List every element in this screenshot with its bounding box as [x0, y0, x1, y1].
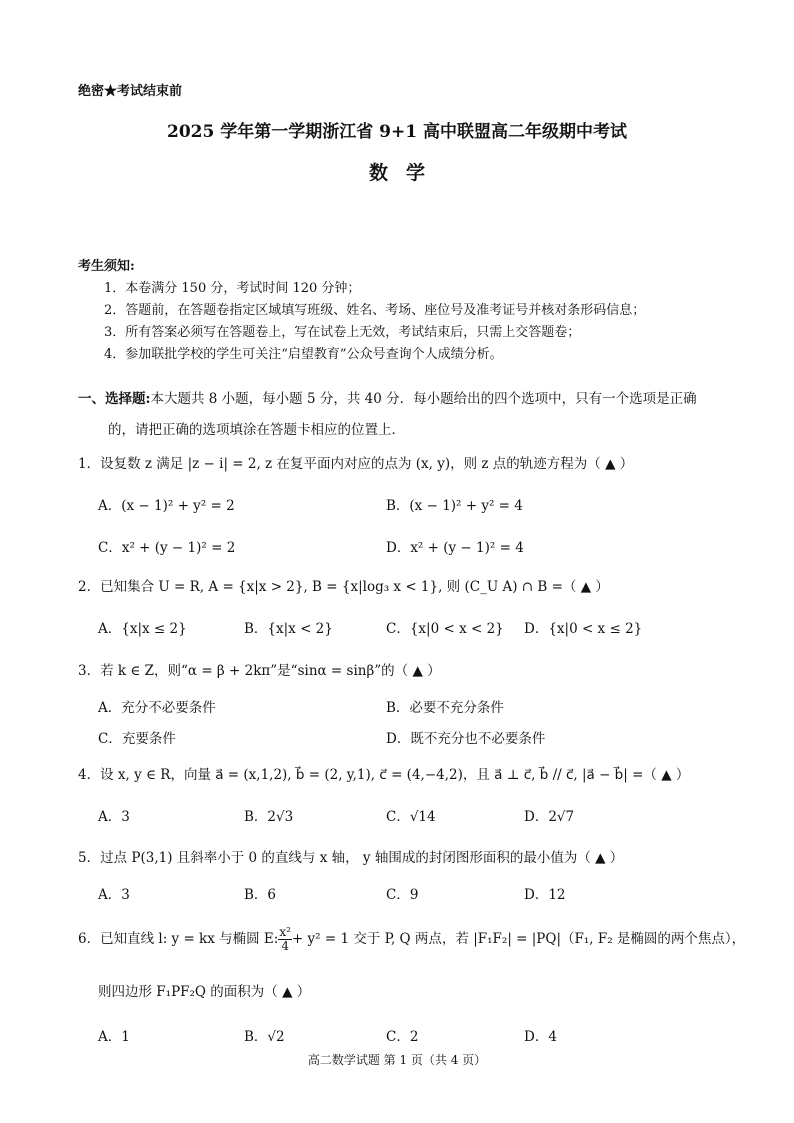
section-label: 一、选择题:: [78, 391, 151, 407]
question-4-stem: 4．设 x, y ∈ R，向量 a⃗ = (x,1,2), b⃗ = (2, y,1), c⃗ = (4,−4,2)，且 a⃗ ⊥ c⃗, b⃗ // c⃗, |a⃗ − b⃗| =（ ▲ ）: [78, 767, 690, 783]
q4-option-d: D．2√7: [524, 809, 575, 825]
notice-heading: 考生须知:: [78, 259, 135, 274]
q3-option-b: B．必要不充分条件: [386, 700, 504, 716]
q4-option-c: C．√14: [386, 809, 436, 825]
q3-option-c: C．充要条件: [98, 731, 176, 747]
q5-option-a: A．3: [98, 887, 130, 903]
notice-item: 2．答题前，在答题卷指定区域填写班级、姓名、考场、座位号及准考证号并核对条形码信息；: [104, 303, 646, 318]
q1-option-a: A．(x − 1)² + y² = 2: [98, 498, 235, 514]
notice-item: 3．所有答案必须写在答题卷上，写在试卷上无效，考试结束后，只需上交答题卷；: [104, 325, 581, 340]
q1-option-b: B．(x − 1)² + y² = 4: [386, 498, 523, 514]
fraction: [278, 926, 292, 953]
q6-stem-part2: + y² = 1 交于 P, Q 两点，若 |F₁F₂| = |PQ|（F₁, F₂ 是椭圆的两个焦点），: [291, 931, 746, 947]
section-instructions-cont: 的，请把正确的选项填涂在答题卡相应的位置上．: [108, 422, 405, 438]
question-6-stem: [78, 926, 745, 953]
q5-option-b: B．6: [244, 887, 277, 903]
q6-stem-part1: 6．已知直线 l: y = kx 与椭圆 E:: [78, 931, 279, 947]
q2-option-b: B．{x|x < 2}: [244, 621, 333, 637]
q2-option-c: C．{x|0 < x < 2}: [386, 621, 504, 637]
fraction-denominator: 4: [281, 939, 289, 953]
q6-option-c: C．2: [386, 1029, 419, 1045]
question-6-stem-cont: 则四边形 F₁PF₂Q 的面积为（ ▲ ）: [98, 984, 311, 1000]
q6-option-b: B．√2: [244, 1029, 285, 1045]
question-5-stem: 5．过点 P(3,1) 且斜率小于 0 的直线与 x 轴， y 轴围成的封闭图形面积的最小值为（ ▲ ）: [78, 850, 624, 866]
question-2-stem: 2．已知集合 U = R, A = {x|x > 2}, B = {x|log₃ x < 1}, 则 (C_U A) ∩ B =（ ▲ ）: [78, 579, 609, 595]
q2-option-a: A．{x|x ≤ 2}: [98, 621, 187, 637]
q3-option-d: D．既不充分也不必要条件: [386, 731, 546, 747]
question-1-stem: 1．设复数 z 满足 |z − i| = 2, z 在复平面内对应的点为 (x, y)，则 z 点的轨迹方程为（ ▲ ）: [78, 456, 634, 472]
q1-option-c: C．x² + (y − 1)² = 2: [98, 540, 236, 556]
q5-option-c: C．9: [386, 887, 419, 903]
question-3-stem: 3．若 k ∈ Z，则“α = β + 2kπ”是“sinα = sinβ”的（ ▲ ）: [78, 663, 441, 679]
fraction-numerator: x²: [279, 925, 291, 939]
subject-title: 数学: [368, 162, 443, 184]
notice-item: 1．本卷满分 150 分，考试时间 120 分钟；: [104, 281, 361, 296]
q6-option-d: D．4: [524, 1029, 557, 1045]
exam-title: 2025 学年第一学期浙江省 9+1 高中联盟高二年级期中考试: [167, 122, 627, 142]
notice-item: 4．参加联批学校的学生可关注“启望教育”公众号查询个人成绩分析。: [104, 347, 503, 362]
page-footer: 高二数学试题 第 1 页（共 4 页）: [307, 1053, 487, 1067]
q2-option-d: D．{x|0 < x ≤ 2}: [524, 621, 643, 637]
q4-option-a: A．3: [98, 809, 130, 825]
q6-option-a: A．1: [98, 1029, 130, 1045]
q4-option-b: B．2√3: [244, 809, 294, 825]
q1-option-d: D．x² + (y − 1)² = 4: [386, 540, 524, 556]
section-instructions: 本大题共 8 小题，每小题 5 分，共 40 分．每小题给出的四个选项中，只有一个选项是正确: [150, 391, 697, 407]
q3-option-a: A．充分不必要条件: [98, 700, 216, 716]
confidential-mark: 绝密★考试结束前: [78, 84, 183, 99]
section-header: [78, 384, 718, 446]
q5-option-d: D．12: [524, 887, 566, 903]
